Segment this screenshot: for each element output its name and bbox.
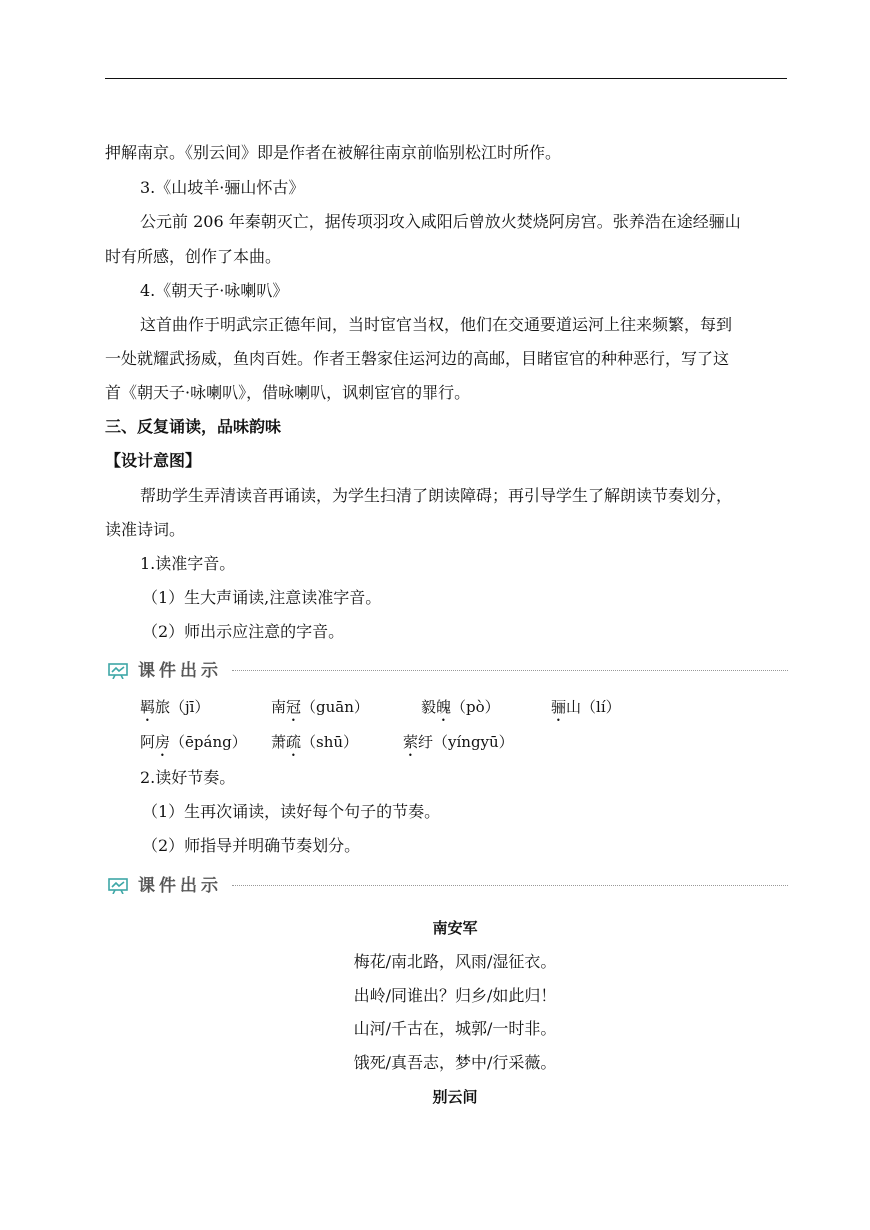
step-2-2: （2）师指导并明确节奏划分。 (142, 836, 361, 855)
step-2-1: （1）生再次诵读，读好每个句子的节奏。 (142, 802, 441, 821)
poem-line: 山河/千古在，城郭/一时非。 (353, 1019, 557, 1038)
step-1-2: （2）师出示应注意的字音。 (142, 622, 345, 641)
slideshow-icon (108, 663, 128, 679)
paragraph-line: 首《朝天子·咏喇叭》，借咏喇叭，讽刺宦官的罪行。 (105, 383, 471, 402)
step-2: 2.读好节奏。 (140, 768, 236, 787)
poem-line: 梅花/南北路，风雨/湿征衣。 (353, 952, 557, 971)
subheading-3: 3.《山坡羊·骊山怀古》 (140, 178, 305, 197)
courseware-banner (108, 875, 788, 897)
step-1: 1.读准字音。 (140, 554, 236, 573)
courseware-label: 课件出示 (138, 661, 222, 681)
paragraph-line: 一处就耀武扬威，鱼肉百姓。作者王磐家住运河边的高邮，目睹宦官的种种恶行，写了这 (105, 349, 730, 368)
pinyin-item: 南冠（guān） (271, 698, 369, 716)
design-intent-label: 【设计意图】 (105, 451, 202, 470)
courseware-banner (108, 660, 788, 682)
pinyin-item: 羁旅（jī） (140, 698, 210, 716)
pinyin-item: 骊山（lí） (551, 698, 621, 716)
paragraph-line: 帮助学生弄清读音再诵读，为学生扫清了朗读障碍；再引导学生了解朗读节奏划分， (140, 486, 733, 505)
pinyin-item: 阿房（ēpáng） (140, 733, 247, 751)
paragraph-line: 读准诗词。 (105, 520, 186, 539)
step-1-1: （1）生大声诵读,注意读准字音。 (142, 588, 382, 607)
poem-title: 南安军 (432, 919, 478, 937)
poem-title: 别云间 (432, 1088, 478, 1106)
pinyin-item: 毅魄（pò） (421, 698, 500, 716)
paragraph-line: 时有所感，创作了本曲。 (105, 247, 282, 266)
dotted-divider (232, 885, 788, 886)
paragraph-line: 公元前 206 年秦朝灭亡，据传项羽攻入咸阳后曾放火焚烧阿房宫。张养浩在途经骊山 (140, 212, 741, 231)
poem-line: 饿死/真吾志，梦中/行采薇。 (353, 1053, 557, 1072)
courseware-label: 课件出示 (138, 876, 222, 896)
poem-line: 出岭/同谁出？归乡/如此归！ (353, 986, 557, 1005)
paragraph-line: 这首曲作于明武宗正德年间，当时宦官当权，他们在交通要道运河上往来频繁，每到 (140, 315, 733, 334)
slideshow-icon (108, 878, 128, 894)
pinyin-item: 萧疏（shū） (271, 733, 359, 751)
subheading-4: 4.《朝天子·咏喇叭》 (140, 281, 289, 300)
paragraph-line: 押解南京。《别云间》即是作者在被解往南京前临别松江时所作。 (105, 143, 562, 162)
section-title: 三、反复诵读，品味韵味 (105, 417, 282, 436)
header-rule (105, 78, 787, 79)
dotted-divider (232, 670, 788, 671)
pinyin-item: 萦纡（yíngyū） (403, 733, 514, 751)
